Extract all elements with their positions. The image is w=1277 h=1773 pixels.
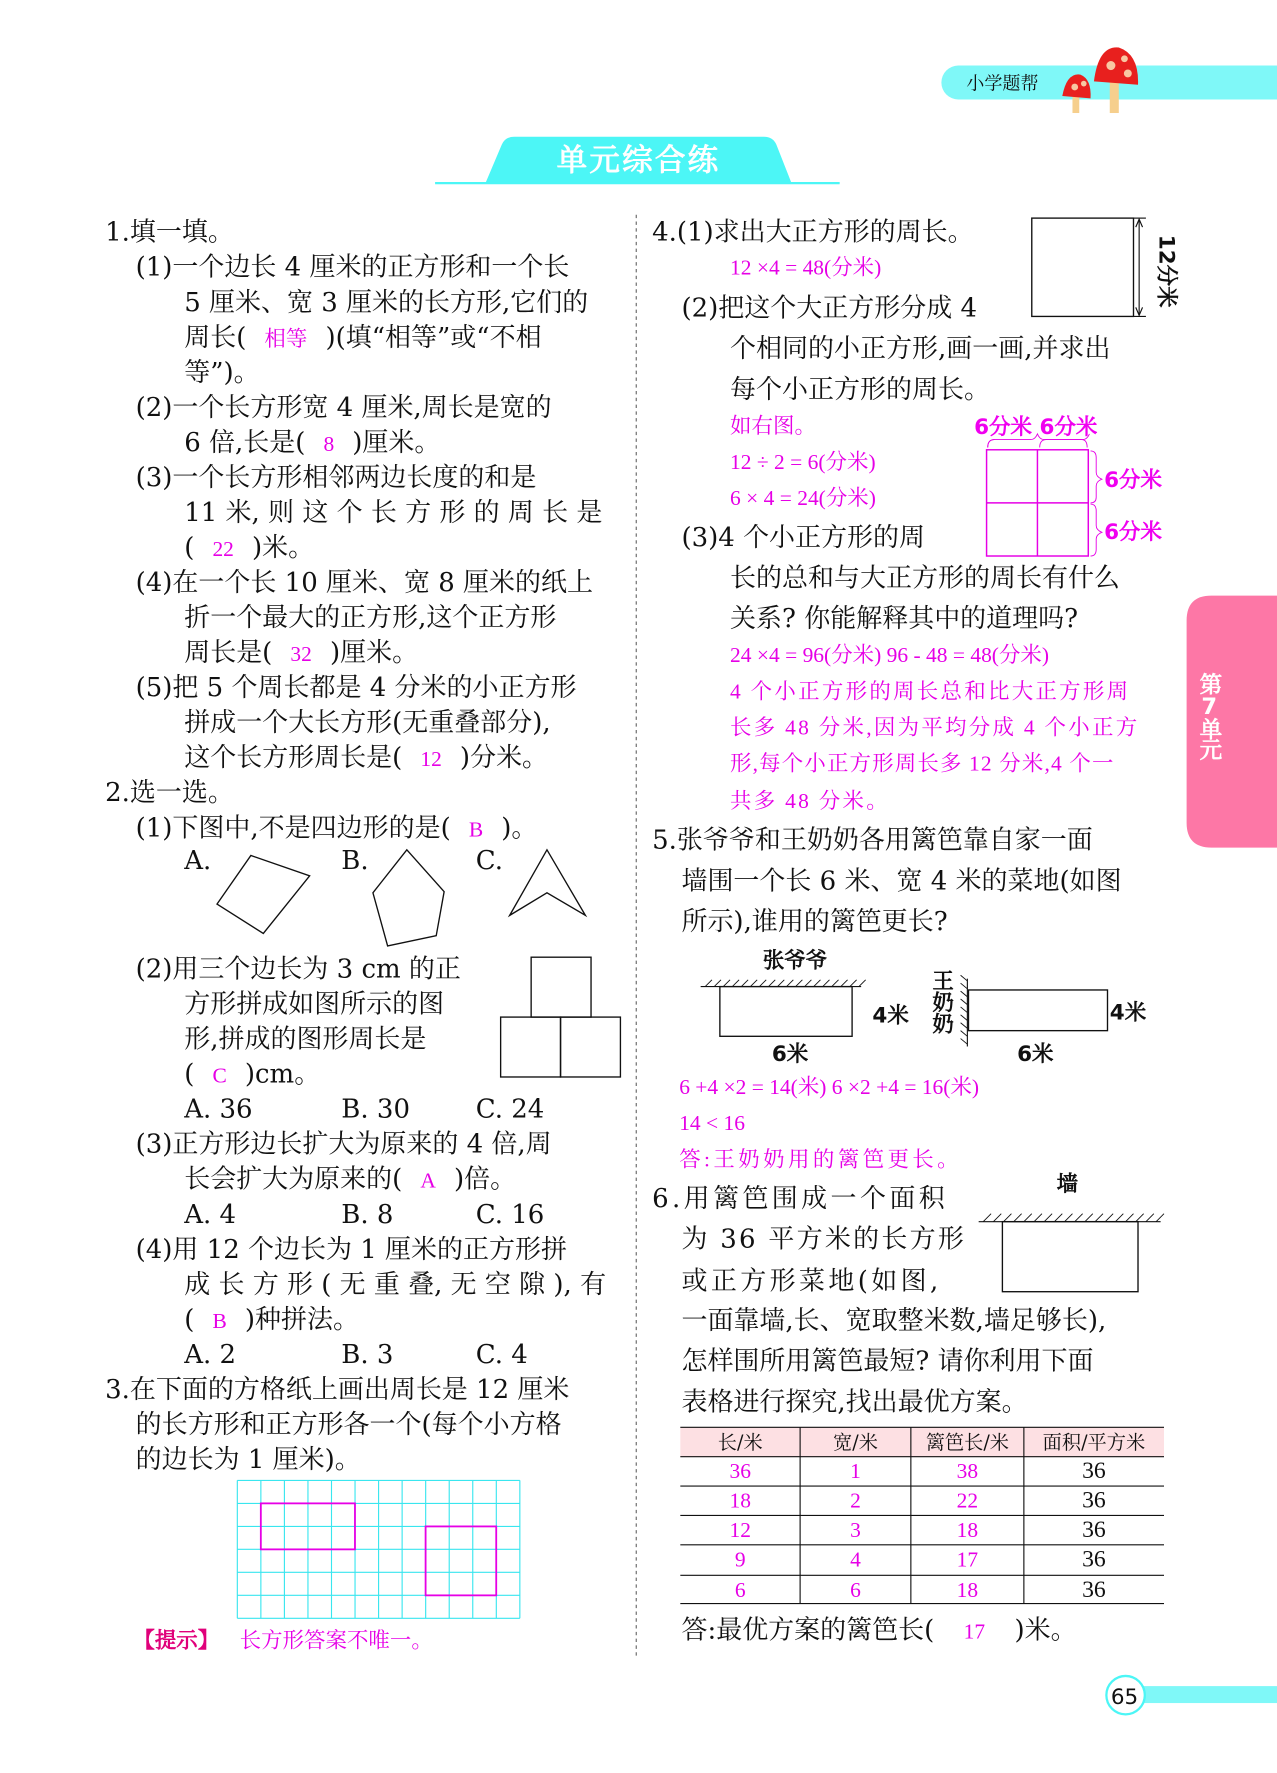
table-cell: 36	[1082, 1546, 1106, 1573]
q2-3-line	[184, 1164, 516, 1198]
q1-1-line	[184, 322, 541, 356]
hatch-mark	[1146, 1214, 1154, 1222]
text: )倍。	[453, 1165, 517, 1195]
answer: 17	[963, 1620, 986, 1645]
hatch-mark	[961, 1007, 968, 1013]
q4-3-answer: 共多 48 分米。	[730, 789, 890, 814]
big-square	[1032, 218, 1134, 316]
q6-line: 表格进行探究,找出最优方案。	[681, 1387, 1028, 1418]
hatch-mark	[1095, 1214, 1103, 1222]
q5-line: 5.张爷爷和王奶奶各用篱笆靠自家一面	[652, 826, 1093, 856]
q4-3-line: 长的总和与大正方形的周长有什么	[730, 563, 1120, 594]
hatch-mark	[805, 980, 812, 987]
q3-line: 3.在下面的方格纸上画出周长是 12 厘米	[105, 1375, 570, 1405]
q6-final-answer	[681, 1615, 1076, 1649]
wang-fence-figure	[967, 979, 1107, 1047]
table-cell: 36	[729, 1459, 751, 1484]
q5-answer: 答:王奶奶用的篱笆更长。	[679, 1148, 963, 1172]
hatch-mark	[714, 980, 721, 987]
hatch-mark	[832, 980, 839, 987]
text: )厘米。	[352, 428, 441, 458]
q1-1-line: 5 厘米、宽 3 厘米的长方形,它们的	[184, 288, 589, 318]
q5-line: 墙围一个长 6 米、宽 4 米的菜地(如图	[681, 866, 1122, 897]
hatch-mark	[841, 980, 848, 987]
option-c: C. 24	[475, 1095, 545, 1125]
table-cell: 6	[850, 1577, 861, 1602]
hatch-mark	[961, 1039, 968, 1045]
hatch-mark	[1105, 1214, 1113, 1222]
q6-line: 6.用篱笆围成一个面积	[652, 1184, 949, 1214]
grid-top-label: 6分米 6分米	[974, 414, 1098, 440]
hatch-mark	[778, 980, 785, 987]
text: )米。	[1014, 1616, 1077, 1646]
hatch-mark	[1034, 1214, 1042, 1222]
q4-2-answer: 如右图。	[730, 414, 816, 439]
hatch-mark	[705, 980, 712, 987]
table-cell: 9	[734, 1547, 746, 1572]
answer: 12	[420, 748, 442, 772]
q2-4-line: 成 长 方 形 ( 无 重 叠, 无 空 隙 ), 有	[184, 1270, 607, 1300]
option-a: A. 36	[184, 1095, 253, 1125]
text: )(填“相等”或“不相	[325, 323, 542, 353]
hatch-mark	[823, 980, 830, 987]
hatch-mark	[961, 1015, 968, 1021]
page-number: 65	[1110, 1684, 1139, 1710]
q1-3-line: (3)一个长方形相邻两边长度的和是	[135, 463, 537, 493]
drawn-square	[426, 1526, 497, 1595]
zhang-label: 张爷爷	[762, 948, 828, 974]
hatch-mark	[1085, 1214, 1093, 1222]
text: (	[184, 1305, 195, 1335]
answer: B	[212, 1309, 227, 1334]
option-c: C. 16	[475, 1200, 545, 1230]
table-cell: 17	[956, 1547, 979, 1572]
q6-wall-figure	[979, 1222, 1161, 1292]
text: 这个长方形周长是(	[184, 743, 403, 773]
table-cell: 6	[734, 1577, 746, 1602]
footer-bar	[1141, 1686, 1277, 1703]
hatch-mark	[1126, 1214, 1134, 1222]
text: )分米。	[459, 743, 549, 773]
hint	[133, 1624, 433, 1658]
unit-tab-label: 第7单元	[1195, 672, 1223, 759]
q2-4-line: (4)用 12 个边长为 1 厘米的正方形拼	[135, 1235, 568, 1265]
table-cell: 38	[956, 1459, 979, 1484]
text: 周长是(	[184, 638, 273, 668]
q4-2-answer: 6 × 4 = 24(分米)	[730, 487, 876, 511]
q1-5-line: 拼成一个大长方形(无重叠部分),	[184, 708, 551, 738]
table-cell: 18	[956, 1577, 979, 1602]
answer: 8	[323, 432, 335, 457]
answer: 22	[212, 537, 234, 562]
wall-label: 墙	[1056, 1171, 1079, 1197]
table-header-cell: 篱笆长/米	[925, 1430, 1010, 1454]
q6-line: 为 36 平方米的长方形	[681, 1225, 967, 1255]
q2-2-line: (2)用三个边长为 3 cm 的正	[135, 954, 461, 985]
hatch-mark	[1065, 1214, 1073, 1222]
hatch-mark	[768, 980, 775, 987]
dimension-arrow	[1133, 218, 1145, 316]
q6-line: 怎样围所用篱笆最短? 请你利用下面	[681, 1347, 1094, 1377]
option-a: A. 2	[184, 1340, 237, 1370]
q4-2-answer: 12 ÷ 2 = 6(分米)	[730, 450, 876, 475]
zhang-width-label: 6米	[771, 1041, 809, 1067]
q1-heading: 1.填一填。	[105, 218, 234, 248]
hatch-mark	[1136, 1214, 1144, 1222]
text: )种拼法。	[244, 1305, 359, 1335]
table-header-cell: 长/米	[717, 1430, 763, 1454]
answer: 32	[290, 643, 312, 667]
three-squares-figure	[501, 957, 621, 1077]
table-cell: 22	[956, 1488, 979, 1513]
divided-square	[987, 434, 1102, 556]
shape-label-b: B.	[341, 846, 369, 876]
hatch-mark	[1054, 1214, 1062, 1222]
q1-3-line: 11 米, 则 这 个 长 方 形 的 周 长 是	[184, 498, 603, 528]
table-cell: 36	[1082, 1576, 1106, 1603]
q4-3-answer: 形,每个小正方形周长多 12 分米,4 个一	[730, 752, 1115, 777]
answer: A	[420, 1169, 436, 1194]
grid-right-label: 6分米	[1104, 519, 1163, 545]
hatch-mark	[1014, 1214, 1022, 1222]
hatch-mark	[1075, 1214, 1083, 1222]
text: (1)下图中,不是四边形的是(	[135, 813, 451, 844]
q4-1-line: 4.(1)求出大正方形的周长。	[652, 218, 974, 248]
table-header-cell: 面积/平方米	[1042, 1430, 1146, 1454]
text: )。	[501, 813, 538, 844]
option-b: B. 30	[341, 1095, 410, 1125]
table-cell: 4	[850, 1547, 861, 1572]
q1-4-line: 折一个最大的正方形,这个正方形	[184, 603, 557, 633]
text: 答:最优方案的篱笆长(	[681, 1616, 935, 1646]
q5-line: 所示),谁用的篱笆更长?	[681, 907, 948, 937]
table-cell: 36	[1082, 1458, 1106, 1485]
hatch-mark	[750, 980, 757, 987]
q4-3-line: 关系? 你能解释其中的道理吗?	[730, 604, 1079, 634]
q4-2-line: 个相同的小正方形,画一画,并求出	[730, 334, 1111, 364]
q2-3-line: (3)正方形边长扩大为原来的 4 倍,周	[135, 1130, 552, 1160]
text: )厘米。	[329, 638, 419, 668]
q1-1-line: 等”)。	[184, 358, 260, 388]
text: 周长(	[184, 323, 247, 353]
q4-2-line: 每个小正方形的周长。	[730, 375, 990, 405]
hatch-mark	[741, 980, 748, 987]
hatch-mark	[732, 980, 739, 987]
hatch-mark	[1115, 1214, 1123, 1222]
page-title: 单元综合练	[556, 143, 721, 179]
shape-label-a: A.	[184, 846, 212, 876]
zhang-height-label: 4米	[872, 1003, 909, 1029]
q2-2-line	[184, 1059, 320, 1093]
q3-line: 的长方形和正方形各一个(每个小方格	[135, 1410, 562, 1440]
q4-3-answer: 长多 48 分米,因为平均分成 4 个小正方	[730, 716, 1140, 741]
brand-label: 小学题帮	[966, 72, 1039, 94]
q5-answer: 6 +4 ×2 = 14(米) 6 ×2 +4 = 16(米)	[679, 1075, 980, 1100]
zhang-fence-figure	[701, 987, 861, 1037]
q2-2-line: 方形拼成如图所示的图	[184, 989, 445, 1020]
text: )cm。	[244, 1060, 321, 1090]
q6-line: 或正方形菜地(如图,	[681, 1266, 942, 1297]
wang-label: 王奶奶	[928, 969, 954, 1035]
table-cell: 36	[1082, 1516, 1106, 1543]
q4-2-line: (2)把这个大正方形分成 4	[681, 293, 978, 324]
table-header-cell: 宽/米	[833, 1430, 878, 1454]
q1-4-line	[184, 637, 418, 671]
hatch-mark	[983, 1214, 991, 1222]
hatch-mark	[814, 980, 821, 987]
hatch-mark	[1044, 1214, 1052, 1222]
q5-answer: 14 < 16	[679, 1112, 745, 1136]
shape-label-c: C.	[475, 846, 504, 876]
text: 长会扩大为原来的(	[184, 1165, 403, 1195]
table-cell: 36	[1082, 1487, 1106, 1514]
hatch-mark	[993, 1214, 1001, 1222]
answer: B	[468, 818, 484, 842]
q3-line: 的边长为 1 厘米)。	[135, 1445, 361, 1475]
q4-3-line: (3)4 个小正方形的周	[681, 523, 926, 553]
text: 6 倍,长是(	[184, 428, 306, 458]
hatch-mark	[961, 1023, 968, 1029]
hatch-mark	[787, 980, 794, 987]
q2-1-line	[136, 813, 538, 847]
q4-1-answer: 12 ×4 = 48(分米)	[730, 256, 882, 281]
grid-right-label: 6分米	[1104, 467, 1163, 493]
hint-label: 【提示】	[133, 1628, 220, 1654]
hatch-mark	[723, 980, 730, 987]
answer: C	[212, 1064, 227, 1089]
table-cell: 18	[729, 1488, 751, 1513]
hatch-mark	[850, 980, 857, 987]
text: (	[184, 1060, 195, 1090]
table-cell: 3	[850, 1517, 861, 1542]
q2-heading: 2.选一选。	[105, 778, 234, 809]
q1-5-line	[184, 742, 548, 776]
q1-3-line	[184, 532, 314, 566]
square-side-label: 12分米	[1154, 234, 1179, 308]
answer: 相等	[264, 327, 308, 352]
table-cell: 2	[850, 1488, 861, 1513]
q1-2-line: (2)一个长方形宽 4 厘米,周长是宽的	[135, 393, 552, 423]
shape-c-arrow	[510, 850, 586, 916]
q1-1-line: (1)一个边长 4 厘米的正方形和一个长	[135, 253, 570, 283]
q1-5-line: (5)把 5 个周长都是 4 分米的小正方形	[135, 673, 577, 703]
hatch-mark	[1156, 1214, 1164, 1222]
table-cell: 12	[729, 1517, 751, 1542]
option-b: B. 8	[341, 1200, 394, 1230]
wang-height-label: 4米	[1109, 1000, 1147, 1026]
wang-width-label: 6米	[1017, 1041, 1054, 1067]
text: )米。	[251, 533, 315, 563]
hatch-mark	[961, 999, 968, 1005]
q2-4-line	[184, 1304, 359, 1338]
option-c: C. 4	[475, 1340, 528, 1370]
hatch-mark	[759, 980, 766, 987]
table-cell: 1	[850, 1459, 861, 1484]
q1-2-line	[184, 427, 440, 461]
hatch-mark	[859, 980, 866, 987]
q2-2-line: 形,拼成的图形周长是	[184, 1025, 427, 1055]
option-a: A. 4	[184, 1200, 237, 1230]
hatch-mark	[1024, 1214, 1032, 1222]
shape-b-pentagon	[373, 850, 444, 946]
hatch-mark	[796, 980, 803, 987]
option-b: B. 3	[341, 1340, 394, 1370]
hatch-mark	[961, 1031, 968, 1037]
hatch-mark	[961, 975, 968, 981]
hatch-mark	[961, 983, 968, 989]
hint-text: 长方形答案不唯一。	[239, 1629, 433, 1654]
hatch-mark	[961, 991, 968, 997]
q4-3-answer: 24 ×4 = 96(分米) 96 - 48 = 48(分米)	[730, 644, 1050, 668]
q1-4-line: (4)在一个长 10 厘米、宽 8 厘米的纸上	[135, 568, 594, 598]
shape-a-quadrilateral	[217, 855, 310, 933]
text: (	[184, 533, 195, 563]
q6-line: 一面靠墙,长、宽取整米数,墙足够长),	[681, 1306, 1107, 1336]
mushroom-icon	[1062, 47, 1138, 113]
hatch-mark	[1004, 1214, 1012, 1222]
table-cell: 18	[956, 1517, 979, 1542]
q4-3-answer: 4 个小正方形的周长总和比大正方形周	[730, 680, 1131, 705]
